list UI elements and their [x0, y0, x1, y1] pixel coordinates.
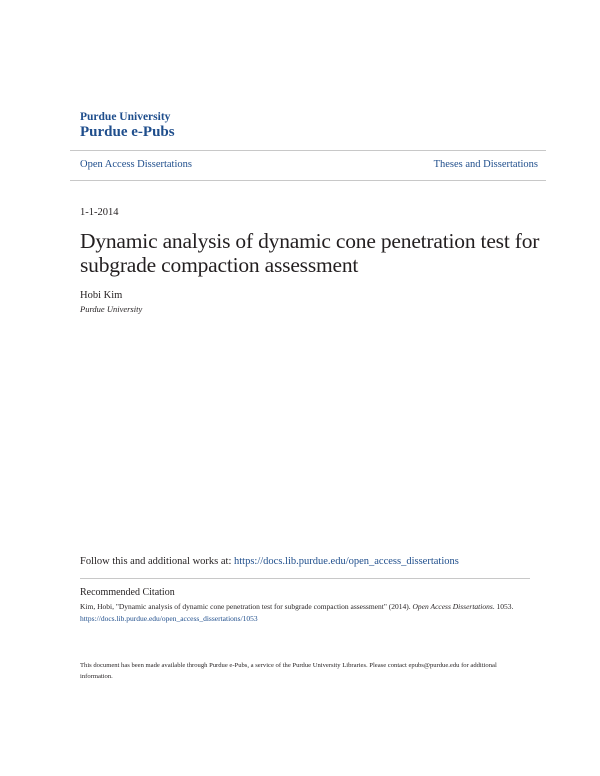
follow-prefix: Follow this and additional works at:	[80, 556, 234, 567]
citation-url-link[interactable]: https://docs.lib.purdue.edu/open_access_dissertations/1053	[80, 613, 258, 623]
author-name: Hobi Kim	[80, 290, 123, 301]
citation-heading: Recommended Citation	[80, 587, 175, 598]
repository-name[interactable]: Purdue e-Pubs	[80, 124, 175, 140]
availability-notice: This document has been made available through Purdue e-Pubs, a service of the Purdue University Libraries. Please contact epubs@purdue.edu for additional information.	[80, 662, 497, 680]
citation-main: Kim, Hobi, "Dynamic analysis of dynamic cone penetration test for subgrade compaction assessment" (2014).	[80, 602, 413, 611]
author-affiliation: Purdue University	[80, 304, 143, 314]
theses-and-dissertations-link[interactable]: Theses and Dissertations	[433, 159, 538, 170]
citation-divider	[80, 578, 530, 579]
open-access-dissertations-link[interactable]: Open Access Dissertations	[80, 159, 192, 170]
citation-series: Open Access Dissertations	[412, 602, 493, 611]
publication-date: 1-1-2014	[80, 207, 119, 218]
follow-url-link[interactable]: https://docs.lib.purdue.edu/open_access_dissertations	[234, 556, 459, 567]
citation-number: . 1053.	[492, 602, 514, 611]
follow-line	[80, 555, 459, 568]
document-title: Dynamic analysis of dynamic cone penetration test for subgrade compaction assessment	[80, 229, 540, 277]
collection-nav-bar	[70, 150, 546, 181]
citation-text	[80, 601, 525, 624]
institution-name[interactable]: Purdue University	[80, 111, 171, 123]
